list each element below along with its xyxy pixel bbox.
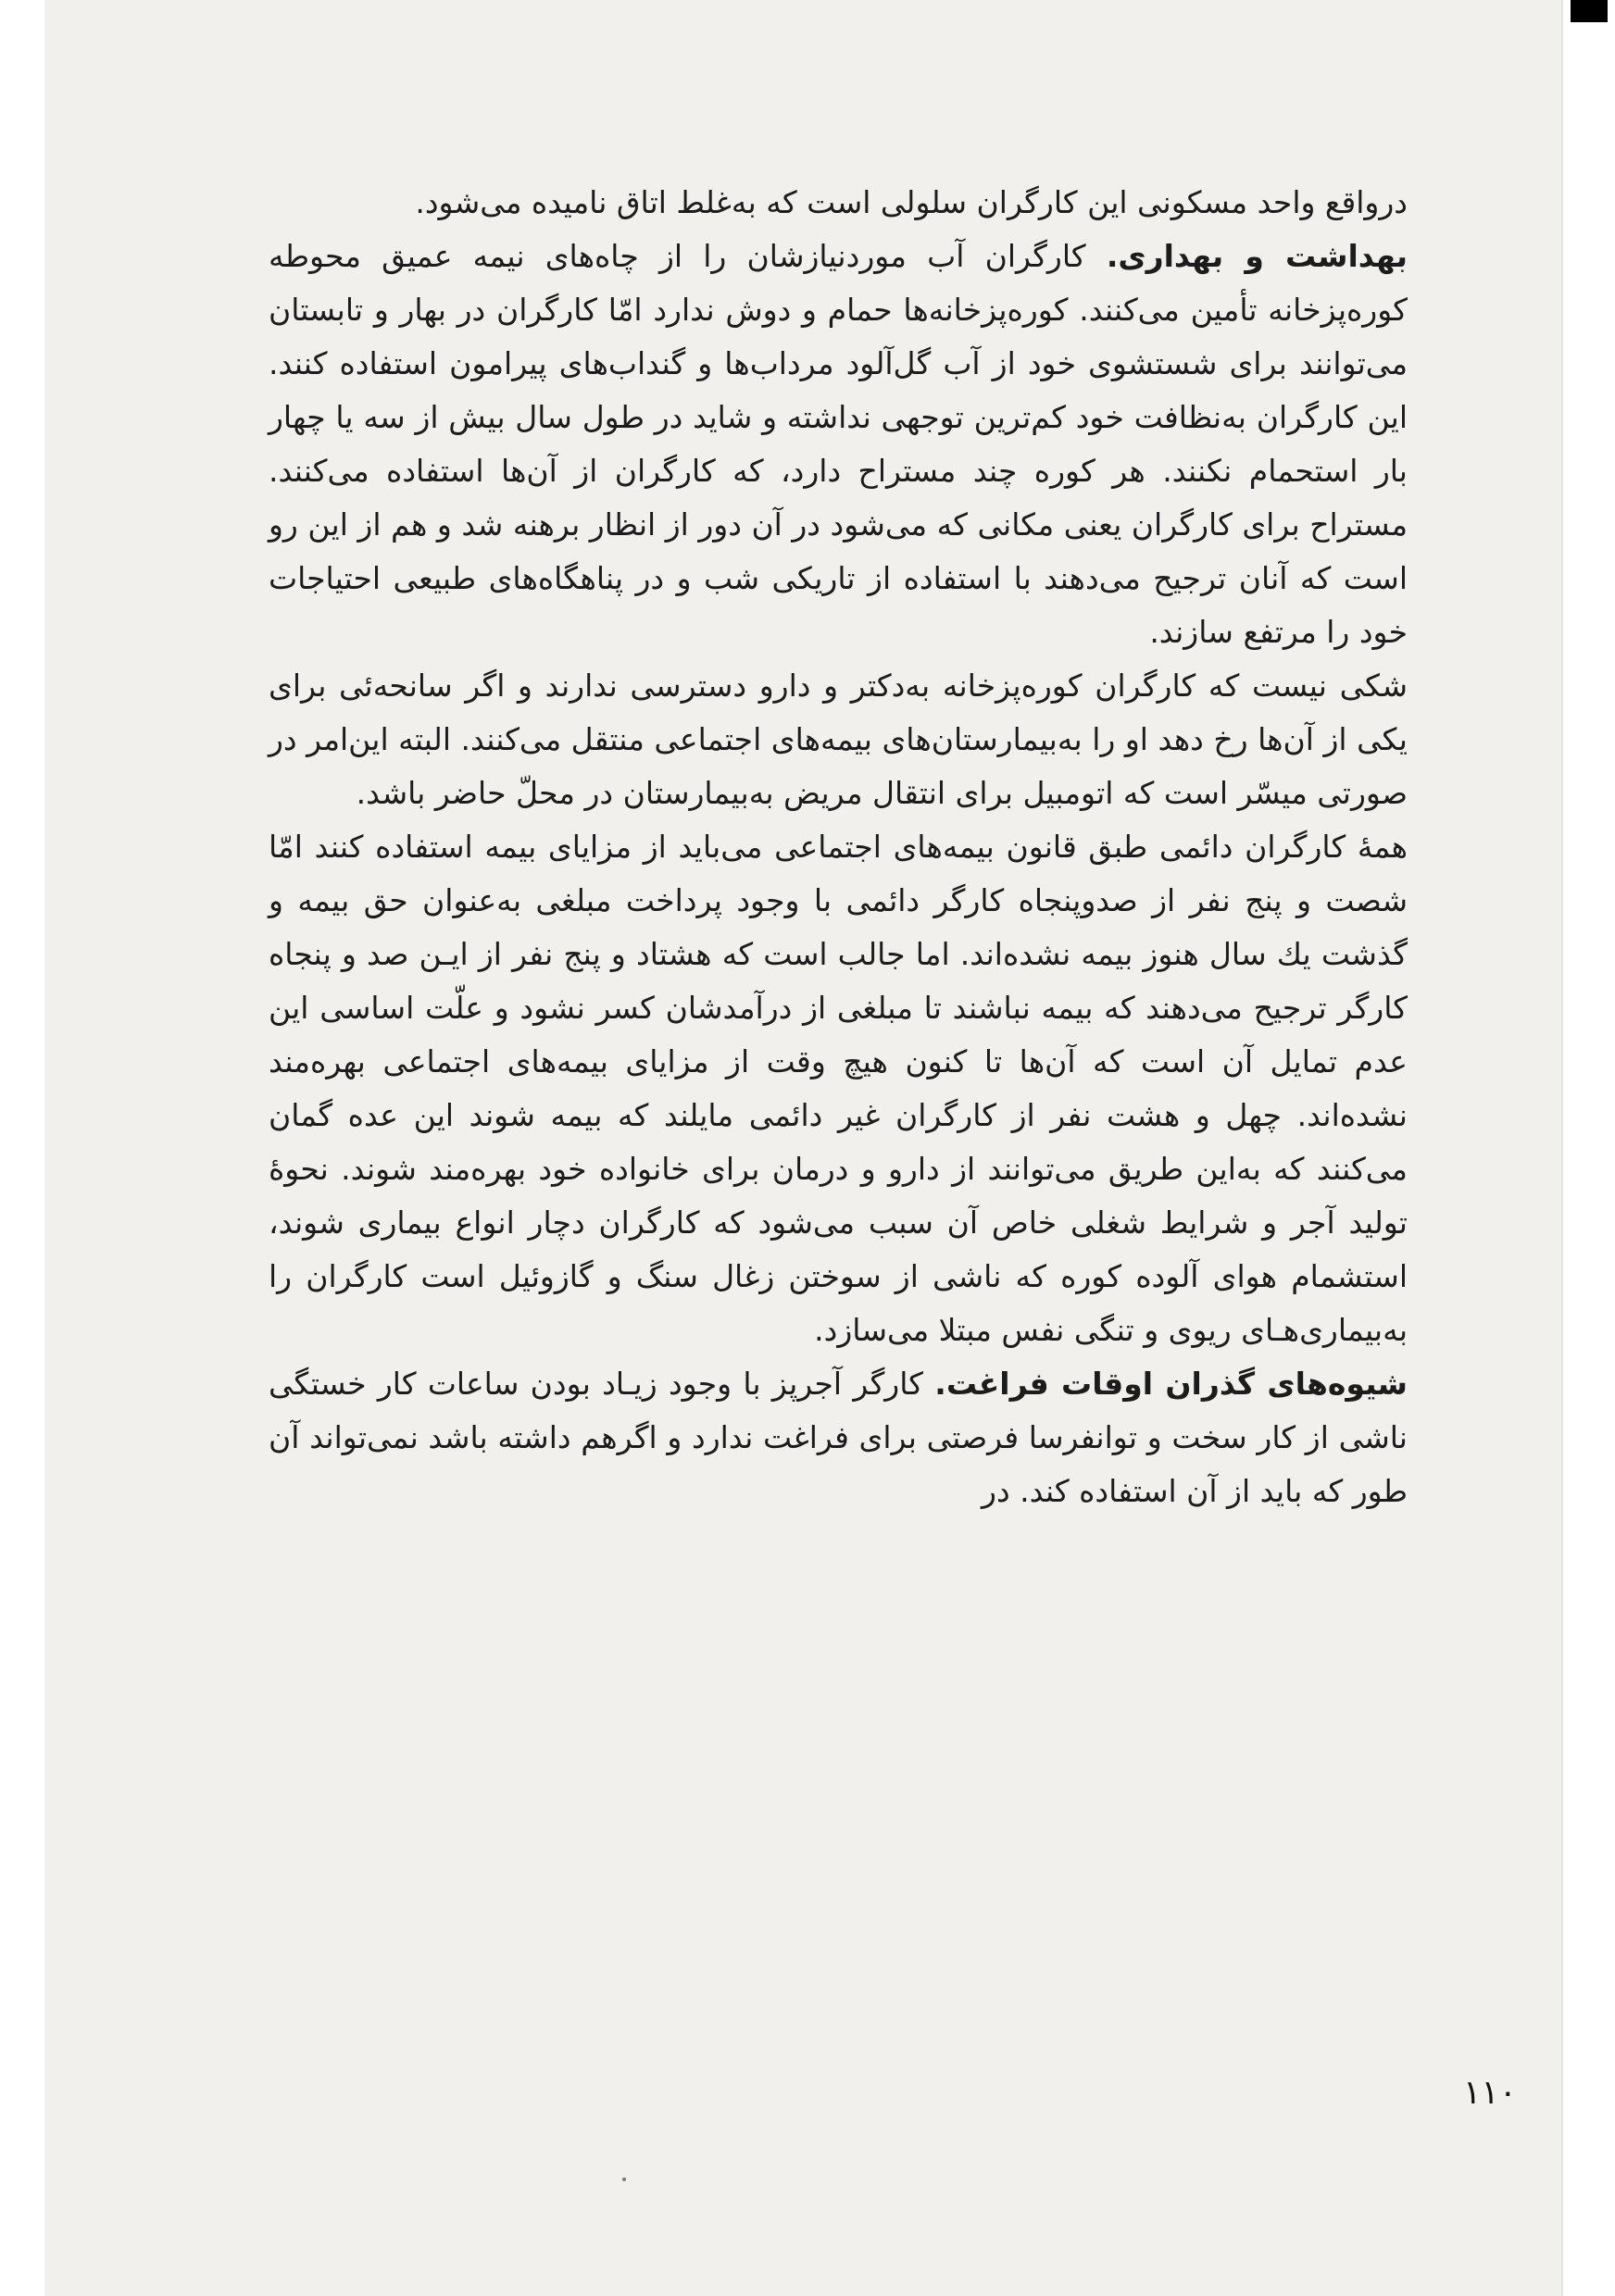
right-margin-strip — [1561, 0, 1615, 2296]
paragraph-text: همهٔ کارگران دائمی طبق قانون بیمه‌های اجتماعی می‌باید از مزایای بیمه استفاده کنند امّا شصت و پنج نفر از صدوپنجاه کارگر دائمی با وجود پرداخت مبلغی به‌عنوان حق بیمه و گذشت یك سال هنوز بیمه نشده‌اند. اما جالب است که هشتاد و پنج نفر از ایـن صد و پنجاه کارگر ترجیح می‌دهند که بیمه نباشند تا مبلغی از درآمدشان کسر نشود و علّت اساسی این عدم تمایل آن است که آن‌ها تا کنون هیچ وقت از مزایای بیمه‌های اجتماعی بهره‌مند نشده‌اند. چهل و هشت نفر از کارگران غیر دائمی مایلند که بیمه شوند این عده گمان می‌کنند که به‌این طریق می‌توانند از دارو و درمان برای خانواده خود بهره‌مند شوند. نحوهٔ تولید آجر و شرایط شغلی خاص آن سبب می‌شود که کارگران دچار انواع بیماری شوند، استشمام هوای آلوده کوره که ناشی از سوختن زغال سنگ و گازوئیل است کارگران را به‌بیماری‌هـای ریوی و تنگی نفس مبتلا می‌سازد. — [269, 829, 1408, 1348]
paragraph-text: کارگر آجرپز با وجود زیـاد بودن ساعات کار خستگی ناشی از کار سخت و توانفرسا فرصتی برای فراغت ندارد و اگرهم داشته باشد نمی‌تواند آن طور که باید از آن استفاده کند. در — [269, 1366, 1408, 1509]
paragraph — [269, 1357, 1408, 1518]
paragraph-text: شکی نیست که کارگران کوره‌پزخانه به‌دکتر و دارو دسترسی ندارند و اگر سانحه‌ئی برای یکی از آن‌ها رخ دهد او را به‌بیمارستان‌های بیمه‌های اجتماعی منتقل می‌کنند. البته این‌امر در صورتی میسّر است که اتومبیل برای انتقال مریض به‌بیمارستان در محلّ حاضر باشد. — [269, 668, 1408, 811]
paragraph-heading: شیوه‌های گذران اوقات فراغت. — [934, 1366, 1408, 1402]
paragraph — [269, 820, 1408, 1357]
paragraph-text: کارگران آب موردنیازشان را از چاه‌های نیمه عمیق محوطه کوره‌پزخانه تأمین می‌کنند. کوره‌پزخانه‌ها حمام و دوش ندارد امّا کارگران در بهار و تابستان می‌توانند برای شستشوی خود از آب گل‌آلود مرداب‌ها و گنداب‌های پیرامون استفاده کنند. این کارگران به‌نظافت خود کم‌ترین توجهی نداشته و شاید در طول سال بیش از سه یا چهار بار استحمام نکنند. هر کوره چند مستراح دارد، که کارگران از آن‌ها استفاده می‌کنند. مستراح برای کارگران یعنی مکانی که می‌شود در آن دور از انظار برهنه شد و هم از این رو است که آنان ترجیح می‌دهند با استفاده از تاریکی شب و در پناهگاه‌های طبیعی احتیاجات خود را مرتفع سازند. — [269, 238, 1408, 650]
paragraph — [269, 230, 1408, 659]
body-text — [269, 176, 1408, 1518]
paragraph — [269, 176, 1408, 230]
page-number: ۱۱۰ — [1463, 2074, 1518, 2112]
paragraph-text: درواقع واحد مسکونی این کارگران سلولی است که به‌غلط اتاق نامیده می‌شود. — [415, 184, 1408, 220]
scan-speck — [622, 2177, 626, 2181]
scan-edge-mark — [1571, 0, 1608, 22]
paragraph-heading: بهداشت و بهداری. — [1106, 238, 1408, 274]
paragraph — [269, 659, 1408, 820]
